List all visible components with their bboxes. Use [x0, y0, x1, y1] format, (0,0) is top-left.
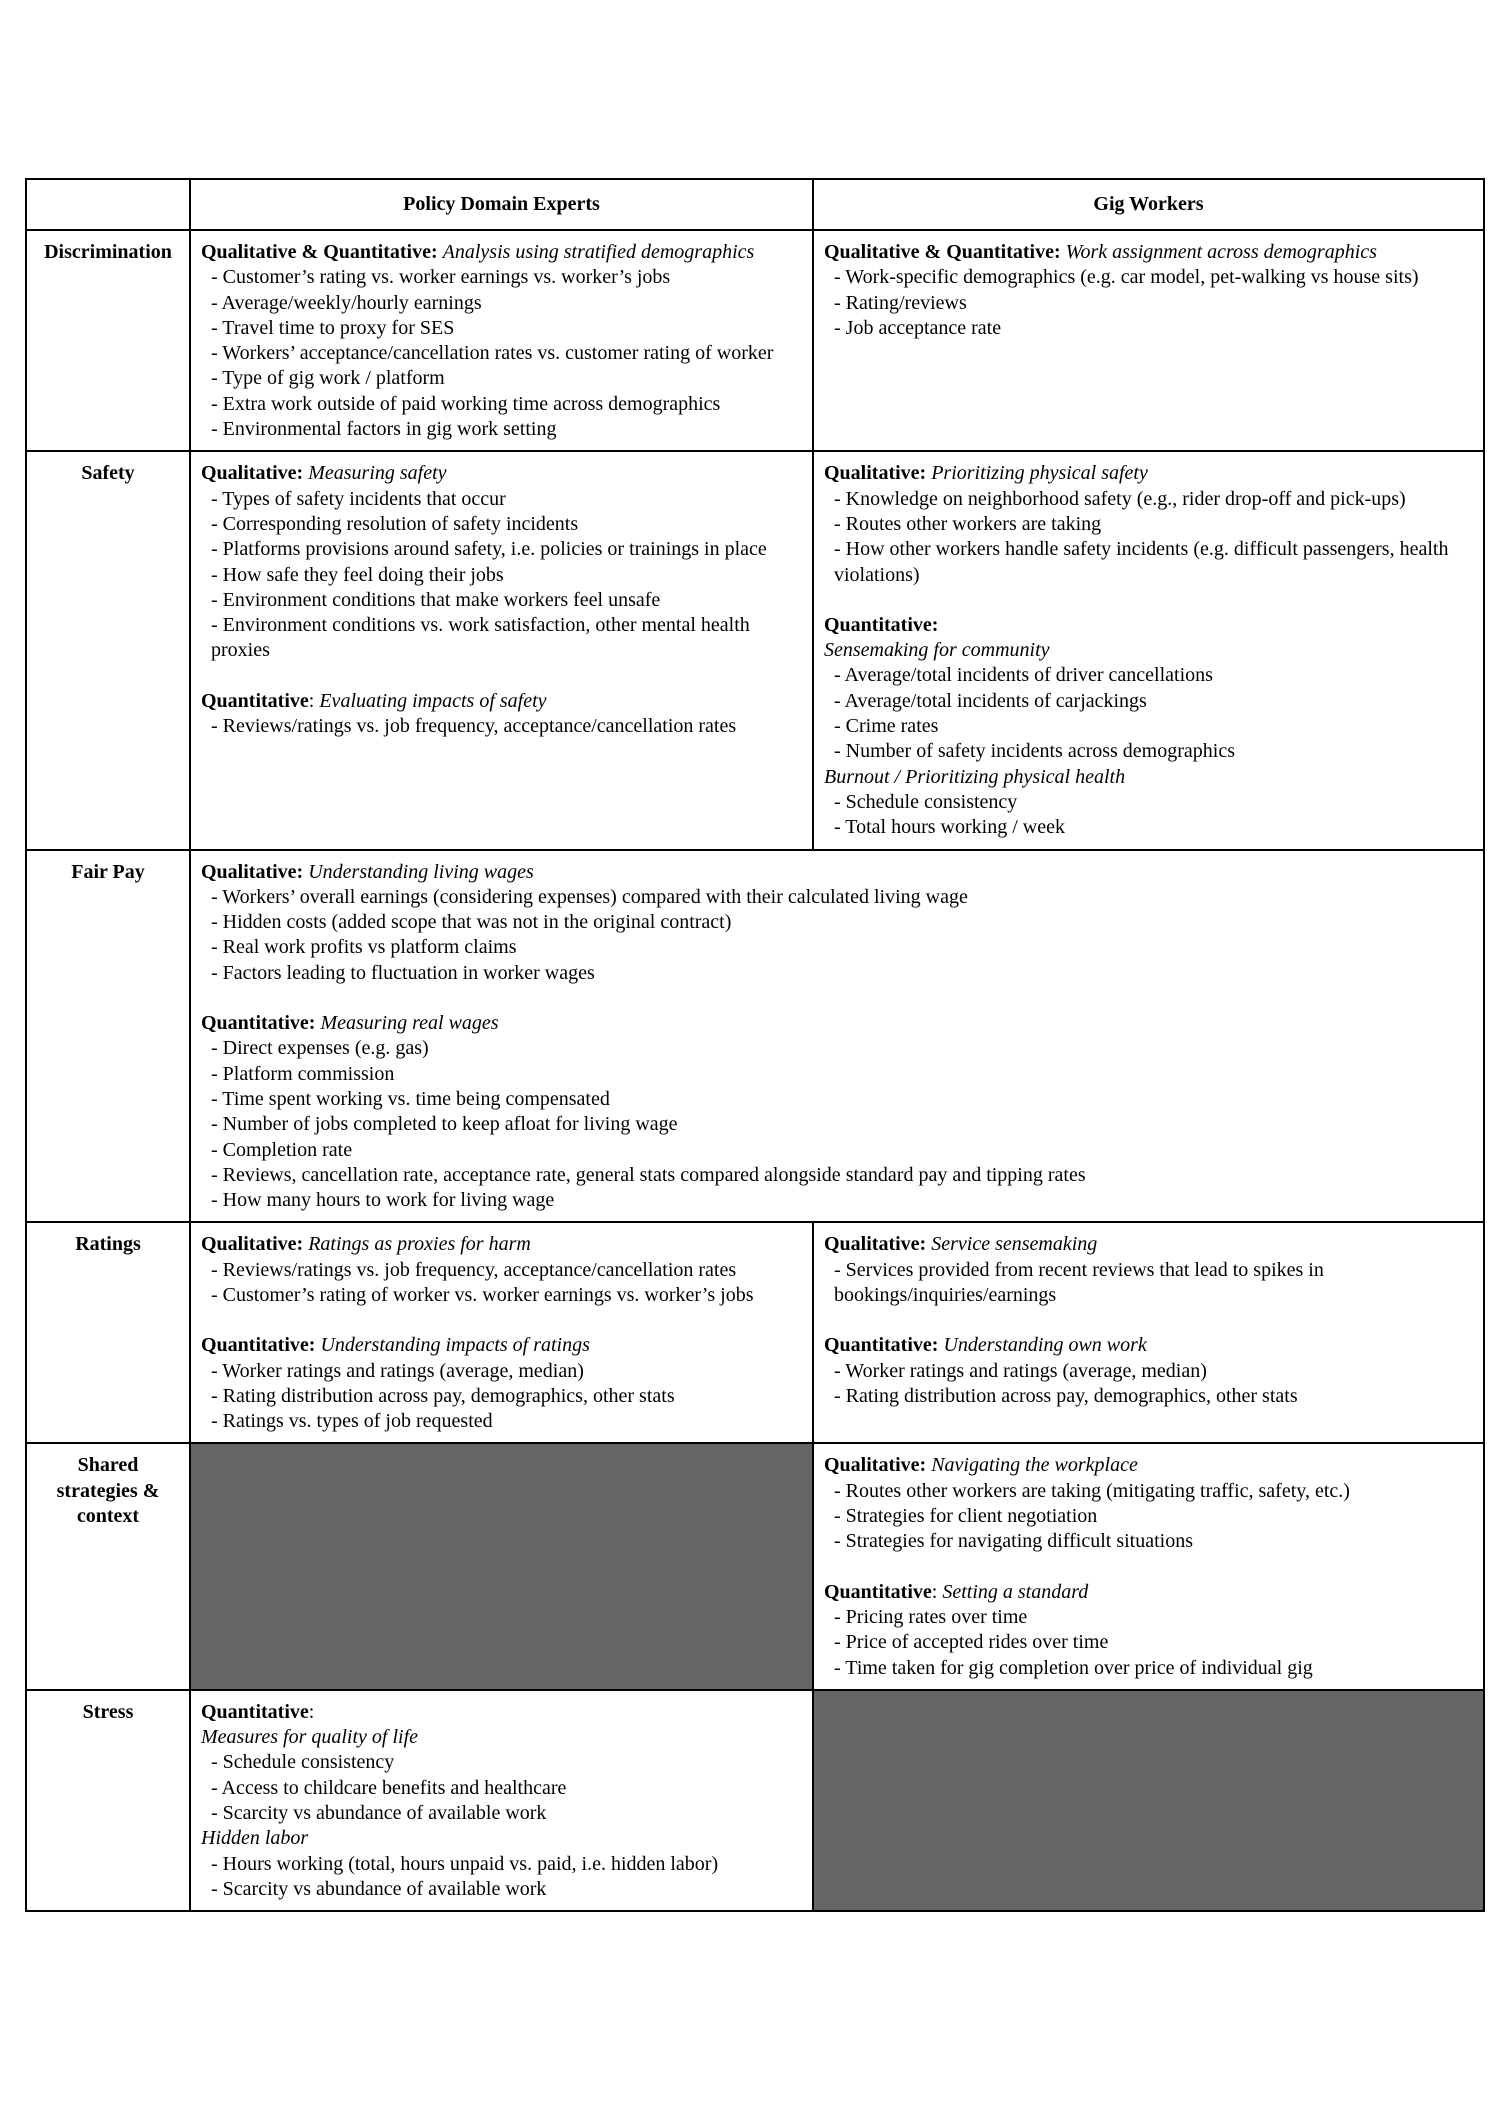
block-title [201, 240, 802, 265]
experts-cell [190, 230, 813, 451]
metric-list [824, 663, 1473, 764]
workers-cell [813, 1222, 1484, 1443]
block-focus: Evaluating impacts of safety [319, 689, 547, 712]
metric-block [824, 240, 1473, 341]
metric-list [201, 1852, 802, 1903]
sub-heading: Measures for quality of life [201, 1726, 419, 1749]
block-spacer [201, 986, 1473, 1011]
metric-list [201, 265, 802, 442]
column-header-workers: Gig Workers [813, 179, 1484, 230]
metric-item: - Time spent working vs. time being compensated [211, 1087, 610, 1110]
block-focus: Service sensemaking [931, 1233, 1098, 1256]
metric-item: - Direct expenses (e.g. gas) [211, 1037, 429, 1060]
metric-item: - Average/total incidents of carjackings [834, 689, 1147, 712]
metric-block [824, 613, 1473, 841]
merged-cell [190, 850, 1484, 1223]
metric-item: - Number of jobs completed to keep afloat for living wage [211, 1113, 678, 1136]
metric-block [201, 1333, 802, 1434]
comparison-table [25, 178, 1485, 1912]
block-spacer [201, 1308, 802, 1333]
metric-item: - Scarcity vs abundance of available work [211, 1802, 547, 1825]
block-spacer [824, 1555, 1473, 1580]
metric-list [824, 487, 1473, 588]
metric-item: - Environment conditions vs. work satisfaction, other mental health proxies [211, 614, 750, 662]
metric-item: - How many hours to work for living wage [211, 1189, 555, 1212]
metric-list [201, 714, 802, 739]
block-type-label: Qualitative: [824, 1454, 927, 1477]
block-type-label: Qualitative: [201, 860, 304, 883]
block-title [201, 1011, 1473, 1036]
metric-list [824, 1258, 1473, 1309]
metric-item: - Environmental factors in gig work setting [211, 418, 557, 441]
metric-item: - Reviews, cancellation rate, acceptance rate, general stats compared alongside standard pay and tipping rates [211, 1163, 1086, 1186]
metric-list [201, 885, 1473, 986]
metric-item: - Type of gig work / platform [211, 367, 445, 390]
row-safety [26, 451, 1484, 849]
block-focus: Navigating the workplace [931, 1454, 1138, 1477]
block-focus: Understanding living wages [308, 860, 534, 883]
row-discrimination [26, 230, 1484, 451]
corner-cell [26, 179, 190, 230]
metric-item: - Pricing rates over time [834, 1605, 1028, 1628]
block-title [824, 240, 1473, 265]
block-type-label: Quantitative: [201, 1012, 316, 1035]
block-title [201, 1232, 802, 1257]
metric-list [201, 1359, 802, 1435]
metric-item: - Rating distribution across pay, demographics, other stats [211, 1384, 675, 1407]
metric-item: - Environment conditions that make workers feel unsafe [211, 588, 661, 611]
metric-item: - Customer’s rating vs. worker earnings vs. worker’s jobs [211, 266, 671, 289]
metric-item: - Worker ratings and ratings (average, median) [834, 1359, 1207, 1382]
metric-item: - Time taken for gig completion over price of individual gig [834, 1656, 1313, 1679]
block-title [824, 613, 1473, 638]
metric-item: - Routes other workers are taking [834, 512, 1102, 535]
block-separator: : [931, 1580, 943, 1603]
metric-block [201, 1700, 802, 1902]
block-focus: Setting a standard [942, 1580, 1089, 1603]
workers-cell [813, 451, 1484, 849]
block-focus: Measuring safety [308, 462, 447, 485]
metric-item: - How safe they feel doing their jobs [211, 563, 504, 586]
metric-item: - Services provided from recent reviews that lead to spikes in bookings/inquiries/earnings [834, 1258, 1324, 1306]
metric-item: - Average/total incidents of driver cancellations [834, 664, 1213, 687]
metric-item: - Corresponding resolution of safety incidents [211, 512, 579, 535]
metric-item: - Reviews/ratings vs. job frequency, acceptance/cancellation rates [211, 1258, 737, 1281]
column-header-experts: Policy Domain Experts [190, 179, 813, 230]
metric-item: - Job acceptance rate [834, 316, 1002, 339]
block-title [824, 1453, 1473, 1478]
metric-item: - Real work profits vs platform claims [211, 936, 517, 959]
metric-block [824, 1453, 1473, 1554]
block-type-label: Quantitative [201, 1700, 309, 1723]
block-title [201, 689, 802, 714]
metric-list [824, 790, 1473, 841]
block-focus: Prioritizing physical safety [931, 462, 1148, 485]
metric-item: - Total hours working / week [834, 816, 1065, 839]
block-focus: Analysis using stratified demographics [442, 241, 755, 263]
metric-block [201, 461, 802, 663]
block-focus: Work assignment across demographics [1065, 241, 1377, 263]
metric-item: - Hours working (total, hours unpaid vs. paid, i.e. hidden labor) [211, 1852, 719, 1875]
metric-item: - Average/weekly/hourly earnings [211, 291, 482, 314]
metric-block [201, 1232, 802, 1308]
metric-block [824, 461, 1473, 587]
row-label: Fair Pay [26, 850, 190, 1223]
block-type-label: Quantitative: [201, 1334, 316, 1357]
metric-item: - Worker ratings and ratings (average, median) [211, 1359, 584, 1382]
metric-item: - Travel time to proxy for SES [211, 316, 455, 339]
metric-item: - Schedule consistency [211, 1751, 395, 1774]
block-focus: Understanding own work [943, 1334, 1147, 1357]
sub-heading: Hidden labor [201, 1827, 309, 1850]
metric-item: - Factors leading to fluctuation in worker wages [211, 961, 595, 984]
metric-item: - Customer’s rating of worker vs. worker earnings vs. worker’s jobs [211, 1283, 754, 1306]
block-spacer [824, 588, 1473, 613]
metric-item: - Knowledge on neighborhood safety (e.g., rider drop-off and pick-ups) [834, 487, 1406, 510]
experts-cell [190, 1690, 813, 1911]
blank-cell-experts [190, 1443, 813, 1689]
block-title [824, 1580, 1473, 1605]
metric-block [824, 1580, 1473, 1681]
workers-cell [813, 230, 1484, 451]
block-type-label: Quantitative [201, 689, 309, 712]
metric-item: - Price of accepted rides over time [834, 1631, 1109, 1654]
metric-block [201, 860, 1473, 986]
metric-item: - Workers’ acceptance/cancellation rates vs. customer rating of worker [211, 342, 774, 365]
block-separator: : [308, 689, 320, 712]
block-spacer [824, 1308, 1473, 1333]
metric-item: - Crime rates [834, 715, 939, 738]
metric-list [201, 1036, 1473, 1213]
row-label: Ratings [26, 1222, 190, 1443]
metric-list [824, 1479, 1473, 1555]
row-label: Safety [26, 451, 190, 849]
block-type-label: Quantitative [824, 1580, 932, 1603]
metric-item: - Strategies for client negotiation [834, 1505, 1098, 1528]
block-type-label: Qualitative: [201, 462, 304, 485]
block-spacer [201, 664, 802, 689]
metric-item: - Work-specific demographics (e.g. car model, pet-walking vs house sits) [834, 266, 1419, 289]
block-title [201, 461, 802, 486]
block-title [824, 461, 1473, 486]
metric-item: - Ratings vs. types of job requested [211, 1410, 493, 1433]
row-label: Stress [26, 1690, 190, 1911]
header-row [26, 179, 1484, 230]
metric-item: - Platform commission [211, 1062, 395, 1085]
sub-heading: Sensemaking for community [824, 639, 1050, 662]
metric-list [824, 1359, 1473, 1410]
metric-item: - Scarcity vs abundance of available work [211, 1877, 547, 1900]
experts-cell [190, 1222, 813, 1443]
block-focus: Understanding impacts of ratings [320, 1334, 590, 1357]
metric-item: - Hidden costs (added scope that was not in the original contract) [211, 911, 732, 934]
blank-cell-workers [813, 1690, 1484, 1911]
metric-item: - Number of safety incidents across demographics [834, 740, 1235, 763]
metric-item: - Reviews/ratings vs. job frequency, acceptance/cancellation rates [211, 715, 737, 738]
row-fair-pay [26, 850, 1484, 1223]
metric-block [201, 240, 802, 442]
block-title [201, 860, 1473, 885]
block-title [824, 1333, 1473, 1358]
block-type-label: Qualitative: [824, 462, 927, 485]
metric-list [824, 1605, 1473, 1681]
metric-block [201, 1011, 1473, 1213]
metric-block [201, 689, 802, 740]
block-type-label: Quantitative: [824, 1334, 939, 1357]
row-ratings [26, 1222, 1484, 1443]
metric-item: - Completion rate [211, 1138, 353, 1161]
metric-item: - Types of safety incidents that occur [211, 487, 506, 510]
block-type-label: Qualitative: [824, 1233, 927, 1256]
block-focus: Ratings as proxies for harm [308, 1233, 531, 1256]
experts-cell [190, 451, 813, 849]
metric-list [824, 265, 1473, 341]
metric-item: - Routes other workers are taking (mitigating traffic, safety, etc.) [834, 1479, 1350, 1502]
row-shared-strategies-context [26, 1443, 1484, 1689]
row-label: Shared strategies & context [26, 1443, 190, 1689]
metric-item: - Extra work outside of paid working time across demographics [211, 392, 721, 415]
block-type-label: Qualitative: [201, 1233, 304, 1256]
metric-item: - How other workers handle safety incidents (e.g. difficult passengers, health violations) [834, 538, 1449, 586]
block-title [201, 1700, 802, 1725]
workers-cell [813, 1443, 1484, 1689]
metric-item: - Workers’ overall earnings (considering expenses) compared with their calculated living wage [211, 885, 968, 908]
block-type-label: Qualitative & Quantitative: [201, 241, 438, 263]
sub-heading: Burnout / Prioritizing physical health [824, 765, 1126, 788]
block-focus: Measuring real wages [320, 1012, 499, 1035]
metric-block [824, 1232, 1473, 1308]
block-separator: : [308, 1700, 315, 1723]
metric-item: - Rating/reviews [834, 291, 967, 314]
metric-item: - Rating distribution across pay, demographics, other stats [834, 1384, 1298, 1407]
row-label: Discrimination [26, 230, 190, 451]
block-type-label: Quantitative: [824, 613, 939, 636]
metric-list [201, 1258, 802, 1309]
block-title [824, 1232, 1473, 1257]
metric-list [201, 1750, 802, 1826]
row-stress [26, 1690, 1484, 1911]
block-type-label: Qualitative & Quantitative: [824, 241, 1061, 263]
metric-list [201, 487, 802, 664]
metric-item: - Access to childcare benefits and healthcare [211, 1776, 567, 1799]
metric-item: - Platforms provisions around safety, i.e. policies or trainings in place [211, 538, 767, 561]
metric-item: - Schedule consistency [834, 790, 1018, 813]
metric-block [824, 1333, 1473, 1409]
block-title [201, 1333, 802, 1358]
metric-item: - Strategies for navigating difficult situations [834, 1530, 1194, 1553]
